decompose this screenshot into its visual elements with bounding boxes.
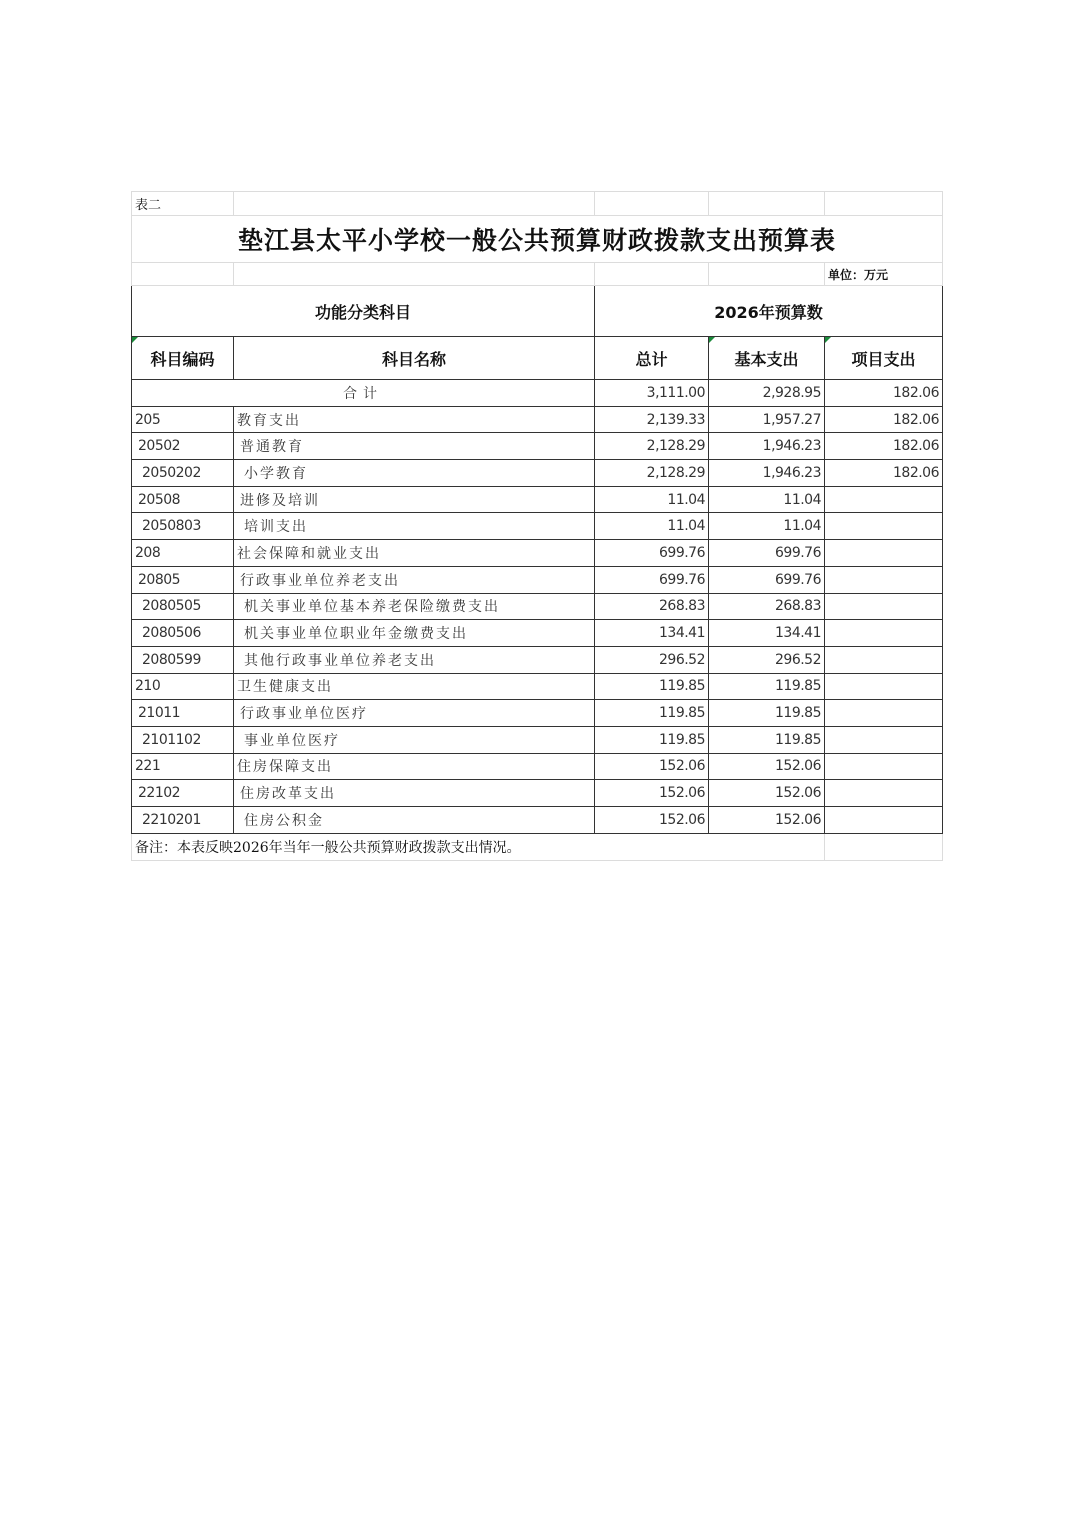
header-budget-year: 2026年预算数 bbox=[595, 286, 943, 337]
row-total: 699.76 bbox=[595, 566, 709, 593]
row-code: 205 bbox=[132, 406, 234, 433]
row-basic: 134.41 bbox=[709, 620, 825, 647]
table-row bbox=[132, 406, 943, 433]
total-label: 合计 bbox=[132, 380, 595, 407]
total-project: 182.06 bbox=[825, 380, 943, 407]
row-basic: 1,946.23 bbox=[709, 460, 825, 487]
caption-row bbox=[132, 192, 943, 216]
row-code: 2080505 bbox=[132, 593, 234, 620]
header-column-row bbox=[132, 337, 943, 380]
table-row bbox=[132, 486, 943, 513]
row-code: 20508 bbox=[132, 486, 234, 513]
row-name: 住房保障支出 bbox=[234, 753, 595, 780]
row-basic: 1,957.27 bbox=[709, 406, 825, 433]
row-name: 教育支出 bbox=[234, 406, 595, 433]
row-code: 2080506 bbox=[132, 620, 234, 647]
row-total: 268.83 bbox=[595, 593, 709, 620]
row-total: 134.41 bbox=[595, 620, 709, 647]
table-caption: 表二 bbox=[132, 192, 234, 216]
row-basic: 1,946.23 bbox=[709, 433, 825, 460]
row-name: 小学教育 bbox=[234, 460, 595, 487]
row-project bbox=[825, 726, 943, 753]
row-total: 11.04 bbox=[595, 486, 709, 513]
budget-table bbox=[131, 191, 943, 861]
row-project: 182.06 bbox=[825, 460, 943, 487]
table-row bbox=[132, 566, 943, 593]
row-basic: 152.06 bbox=[709, 753, 825, 780]
row-total: 119.85 bbox=[595, 673, 709, 700]
page-title: 垫江县太平小学校一般公共预算财政拨款支出预算表 bbox=[132, 216, 943, 263]
row-total: 2,128.29 bbox=[595, 460, 709, 487]
row-project bbox=[825, 807, 943, 834]
header-name: 科目名称 bbox=[234, 337, 595, 380]
row-total: 2,139.33 bbox=[595, 406, 709, 433]
row-name: 普通教育 bbox=[234, 433, 595, 460]
total-sum: 3,111.00 bbox=[595, 380, 709, 407]
row-project bbox=[825, 646, 943, 673]
row-basic: 296.52 bbox=[709, 646, 825, 673]
row-basic: 699.76 bbox=[709, 566, 825, 593]
row-code: 20805 bbox=[132, 566, 234, 593]
row-name: 住房公积金 bbox=[234, 807, 595, 834]
row-name: 进修及培训 bbox=[234, 486, 595, 513]
table-row bbox=[132, 726, 943, 753]
row-name: 住房改革支出 bbox=[234, 780, 595, 807]
row-project: 182.06 bbox=[825, 433, 943, 460]
row-basic: 152.06 bbox=[709, 807, 825, 834]
table-row bbox=[132, 460, 943, 487]
row-basic: 119.85 bbox=[709, 700, 825, 727]
row-project bbox=[825, 593, 943, 620]
row-total: 152.06 bbox=[595, 780, 709, 807]
table-row bbox=[132, 513, 943, 540]
row-code: 221 bbox=[132, 753, 234, 780]
table-row bbox=[132, 620, 943, 647]
table-row bbox=[132, 593, 943, 620]
row-project bbox=[825, 540, 943, 567]
row-code: 2210201 bbox=[132, 807, 234, 834]
row-basic: 119.85 bbox=[709, 673, 825, 700]
unit-label: 单位：万元 bbox=[825, 263, 943, 286]
row-name: 行政事业单位养老支出 bbox=[234, 566, 595, 593]
row-total: 2,128.29 bbox=[595, 433, 709, 460]
row-name: 行政事业单位医疗 bbox=[234, 700, 595, 727]
header-group-row bbox=[132, 286, 943, 337]
total-row bbox=[132, 380, 943, 407]
row-total: 296.52 bbox=[595, 646, 709, 673]
row-basic: 152.06 bbox=[709, 780, 825, 807]
note-row bbox=[132, 833, 943, 860]
row-total: 119.85 bbox=[595, 700, 709, 727]
row-project: 182.06 bbox=[825, 406, 943, 433]
header-project: 项目支出 bbox=[825, 337, 943, 380]
row-code: 2050202 bbox=[132, 460, 234, 487]
row-basic: 11.04 bbox=[709, 486, 825, 513]
row-basic: 699.76 bbox=[709, 540, 825, 567]
row-code: 208 bbox=[132, 540, 234, 567]
data-rows bbox=[132, 406, 943, 833]
row-name: 事业单位医疗 bbox=[234, 726, 595, 753]
row-name: 卫生健康支出 bbox=[234, 673, 595, 700]
row-project bbox=[825, 620, 943, 647]
header-function-category: 功能分类科目 bbox=[132, 286, 595, 337]
row-total: 119.85 bbox=[595, 726, 709, 753]
row-code: 20502 bbox=[132, 433, 234, 460]
row-total: 11.04 bbox=[595, 513, 709, 540]
header-code: 科目编码 bbox=[132, 337, 234, 380]
row-name: 社会保障和就业支出 bbox=[234, 540, 595, 567]
row-project bbox=[825, 513, 943, 540]
row-name: 机关事业单位基本养老保险缴费支出 bbox=[234, 593, 595, 620]
row-total: 152.06 bbox=[595, 753, 709, 780]
row-name: 机关事业单位职业年金缴费支出 bbox=[234, 620, 595, 647]
row-code: 21011 bbox=[132, 700, 234, 727]
row-project bbox=[825, 673, 943, 700]
total-basic: 2,928.95 bbox=[709, 380, 825, 407]
row-code: 210 bbox=[132, 673, 234, 700]
table-row bbox=[132, 540, 943, 567]
row-basic: 268.83 bbox=[709, 593, 825, 620]
row-total: 699.76 bbox=[595, 540, 709, 567]
row-name: 其他行政事业单位养老支出 bbox=[234, 646, 595, 673]
table-row bbox=[132, 646, 943, 673]
header-basic: 基本支出 bbox=[709, 337, 825, 380]
row-total: 152.06 bbox=[595, 807, 709, 834]
table-row bbox=[132, 433, 943, 460]
table-row bbox=[132, 700, 943, 727]
table-row bbox=[132, 673, 943, 700]
row-project bbox=[825, 486, 943, 513]
row-name: 培训支出 bbox=[234, 513, 595, 540]
row-project bbox=[825, 753, 943, 780]
title-row bbox=[132, 216, 943, 263]
table-row bbox=[132, 753, 943, 780]
row-code: 2080599 bbox=[132, 646, 234, 673]
header-total: 总计 bbox=[595, 337, 709, 380]
row-code: 22102 bbox=[132, 780, 234, 807]
row-project bbox=[825, 566, 943, 593]
row-basic: 119.85 bbox=[709, 726, 825, 753]
row-basic: 11.04 bbox=[709, 513, 825, 540]
row-code: 2101102 bbox=[132, 726, 234, 753]
row-project bbox=[825, 780, 943, 807]
table-row bbox=[132, 780, 943, 807]
table-row bbox=[132, 807, 943, 834]
row-code: 2050803 bbox=[132, 513, 234, 540]
unit-row bbox=[132, 263, 943, 286]
row-project bbox=[825, 700, 943, 727]
table-note: 备注：本表反映2026年当年一般公共预算财政拨款支出情况。 bbox=[132, 833, 825, 860]
budget-sheet bbox=[131, 191, 942, 861]
